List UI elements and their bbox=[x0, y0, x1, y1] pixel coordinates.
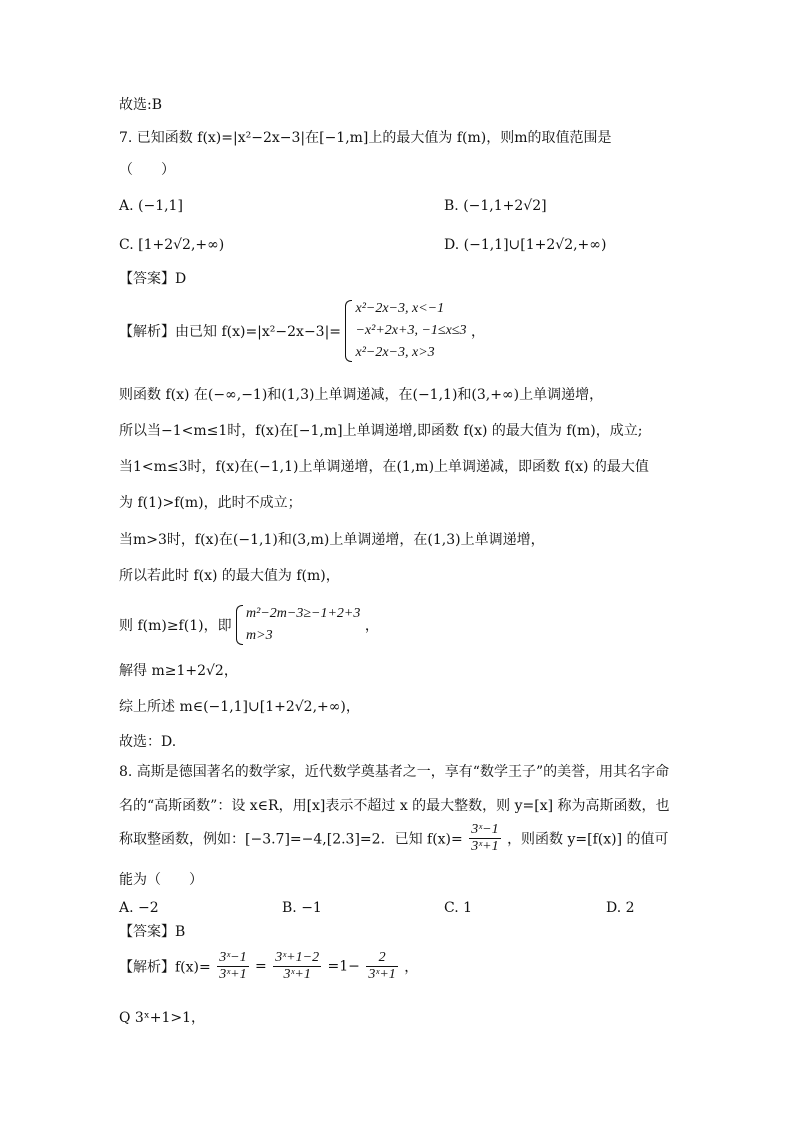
q8-option-c: C. 1 bbox=[444, 900, 473, 916]
q8-fraction-denominator: 3ˣ+1 bbox=[471, 839, 499, 854]
q8-answer: 【答案】B bbox=[119, 924, 186, 940]
q7-piecewise-row bbox=[119, 298, 485, 364]
q8-jiexi-fraction-1-num: 3ˣ−1 bbox=[219, 950, 247, 965]
q8-jiexi-fraction-1 bbox=[217, 950, 248, 983]
q7-option-c: C. [1+2√2,+∞) bbox=[119, 237, 225, 253]
q7-option-b: B. (−1,1+2√2] bbox=[444, 198, 547, 214]
q7-line-10: 故选：D. bbox=[119, 734, 177, 750]
q7-answer: 【答案】D bbox=[119, 271, 187, 287]
question-7-stem: 7. 已知函数 f(x)=|x²−2x−3|在[−1,m]上的最大值为 f(m)，则m的取值范围是 bbox=[119, 130, 612, 146]
q7-line-8: 解得 m≥1+2√2， bbox=[119, 663, 238, 679]
q7-jiexi-label: 【解析】由已知 f(x)=|x²−2x−3|= bbox=[119, 324, 342, 340]
q8-option-d: D. 2 bbox=[606, 900, 635, 916]
q8-option-a: A. −2 bbox=[119, 900, 159, 916]
q8-jiexi-fraction-3-num: 2 bbox=[366, 950, 397, 967]
q8-jiexi-fraction-1-den: 3ˣ+1 bbox=[219, 967, 247, 982]
q7-case-2: −x²+2x+3, −1≤x≤3 bbox=[355, 323, 467, 338]
q7-line-7-prefix: 则 f(m)≥f(1)，即 bbox=[119, 618, 232, 634]
q7-line-1: 则函数 f(x) 在(−∞,−1)和(1,3)上单调递减，在(−1,1)和(3,+∞)上单调递增， bbox=[119, 387, 604, 403]
q8-option-b: B. −1 bbox=[282, 900, 322, 916]
q7-line-4: 为 f(1)>f(m)，此时不成立； bbox=[119, 495, 302, 511]
q8-jiexi-equals-1: = bbox=[255, 958, 267, 975]
q8-jiexi-row bbox=[119, 950, 418, 983]
q8-jiexi-fraction-3-den: 3ˣ+1 bbox=[368, 967, 396, 982]
q8-last-line: Q 3ˣ+1>1， bbox=[119, 1010, 206, 1026]
q7-line-7-cases bbox=[236, 603, 360, 647]
question-8-line-3 bbox=[119, 822, 669, 855]
q8-line-3-suffix: ，则函数 y=[f(x)] 的值可 bbox=[507, 831, 669, 848]
q7-case-tail: ， bbox=[470, 324, 485, 340]
q7-line-7-case-1: m²−2m−3≥−1+2+3 bbox=[246, 606, 361, 621]
q8-jiexi-prefix: 【解析】f(x)= bbox=[119, 959, 211, 976]
q8-jiexi-fraction-2-num: 3ˣ+1−2 bbox=[275, 950, 320, 965]
q8-jiexi-fraction-2 bbox=[273, 950, 321, 983]
q7-case-3: x²−2x−3, x>3 bbox=[355, 345, 435, 360]
q7-line-2: 所以当−1<m≤1时，f(x)在[−1,m]上单调递增,即函数 f(x) 的最大值为 f(m)，成立; bbox=[119, 423, 643, 439]
q7-line-9: 综上所述 m∈(−1,1]∪[1+2√2,+∞)， bbox=[119, 699, 360, 715]
q7-option-a: A. (−1,1] bbox=[119, 198, 183, 214]
q7-line-6: 所以若此时 f(x) 的最大值为 f(m)， bbox=[119, 568, 340, 584]
q7-piecewise-cases bbox=[345, 298, 466, 364]
q8-jiexi-tail: ， bbox=[404, 959, 419, 976]
question-8-line-1: 8. 高斯是德国著名的数学家，近代数学奠基者之一，享有“数学王子”的美誉，用其名字命 bbox=[119, 764, 670, 780]
q7-line-7-case-2: m>3 bbox=[246, 628, 273, 643]
q7-case-1: x²−2x−3, x<−1 bbox=[355, 301, 445, 316]
q8-line-3-prefix: 称取整函数，例如：[−3.7]=−4,[2.3]=2．已知 f(x)= bbox=[119, 831, 463, 848]
q7-option-d: D. (−1,1]∪[1+2√2,+∞) bbox=[444, 237, 607, 253]
q7-line-3: 当1<m≤3时，f(x)在(−1,1)上单调递增，在(1,m)上单调递减，即函数 f(x) 的最大值 bbox=[119, 459, 649, 475]
q8-fraction bbox=[469, 822, 500, 855]
q8-jiexi-fraction-3 bbox=[366, 950, 397, 983]
q7-line-7-tail: ， bbox=[364, 618, 379, 634]
q7-line-5: 当m>3时，f(x)在(−1,1)和(3,m)上单调递增，在(1,3)上单调递增， bbox=[119, 532, 545, 548]
question-8-line-4: 能为（ ） bbox=[119, 872, 203, 888]
q7-line-7 bbox=[119, 603, 379, 647]
q8-jiexi-equals-2: =1− bbox=[327, 958, 360, 975]
question-7-paren: （ ） bbox=[119, 162, 175, 178]
question-8-line-2: 名的“高斯函数”：设 x∈R，用[x]表示不超过 x 的最大整数，则 y=[x] 称为高斯函数，也 bbox=[119, 798, 670, 814]
q8-fraction-numerator: 3ˣ−1 bbox=[471, 822, 499, 837]
solution-end-line: 故选:B bbox=[119, 97, 163, 113]
q8-jiexi-fraction-2-den: 3ˣ+1 bbox=[283, 967, 311, 982]
